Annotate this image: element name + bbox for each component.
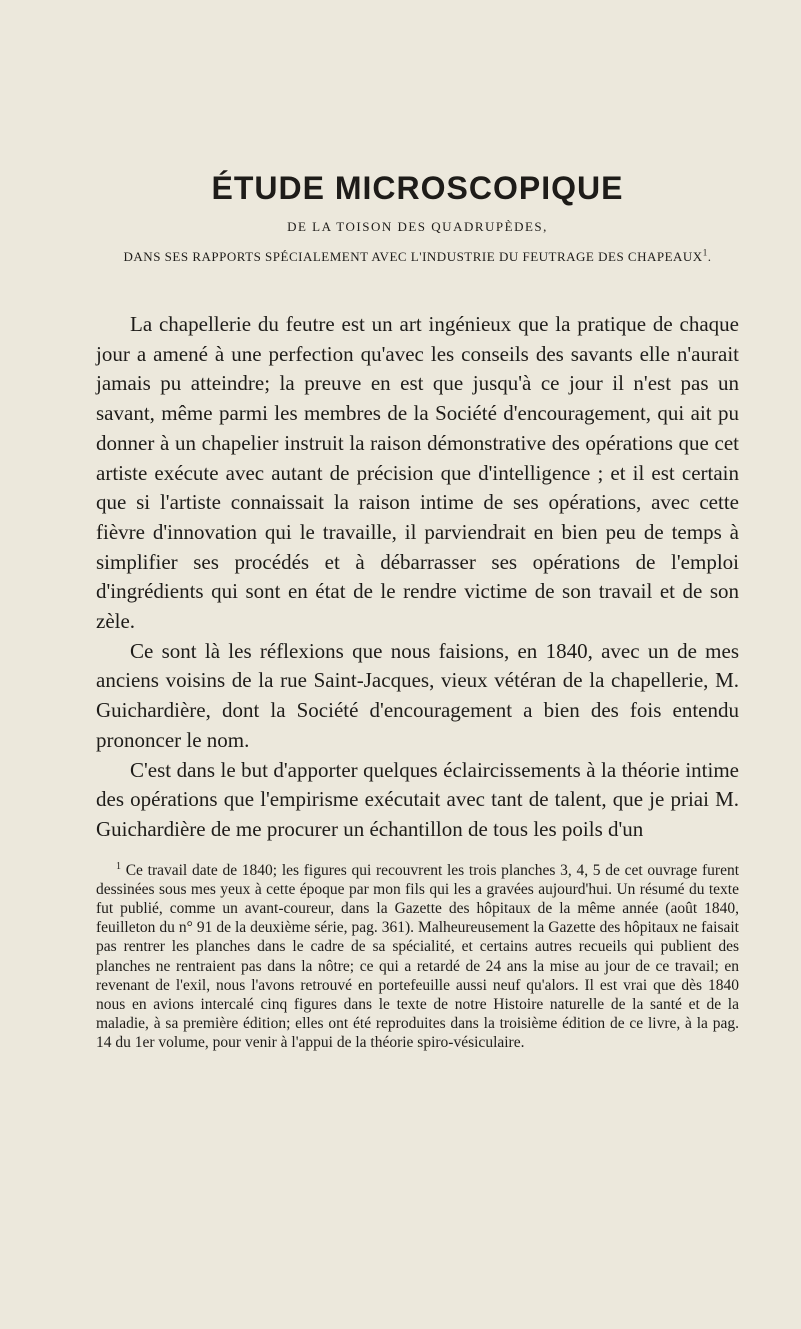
footnote-marker: 1: [116, 860, 121, 872]
chapter-subtitle-line2: DANS SES RAPPORTS SPÉCIALEMENT AVEC L'INDUSTRIE DU FEUTRAGE DES CHAPEAUX$^1$.: [123, 247, 712, 264]
body-text: [96, 310, 739, 845]
paragraph-2: Ce sont là les réflexions que nous faisions, en 1840, avec un de mes anciens voisins de la rue Saint-Jacques, vieux vétéran de la chapellerie, M. Guichardière, dont la Société d'encouragement a bien des fois entendu prononcer le nom.: [96, 638, 739, 752]
title-footnote-marker: 1: [702, 247, 708, 258]
chapter-title: ÉTUDE MICROSCOPIQUE: [211, 170, 624, 206]
paragraph-1: La chapellerie du feutre est un art ingénieux que la pratique de chaque jour a amené à une perfection qu'avec les conseils des savants elle n'aurait jamais pu atteindre; la preuve en est que jusqu'à ce jour il n'est pas un savant, même parmi les membres de la Société d'encouragement, qui ait pu donner à un chapelier instruit la raison démonstrative des opérations que cet artiste exécute avec autant de précision que d'intelligence ; et il est certain que si l'artiste connaissait la raison intime de ses opérations, avec cette fièvre d'innovation qui le travaille, il parviendrait en bien peu de temps à simplifier ses procédés et à débarrasser ses opérations de l'emploi d'ingrédients qui sont en état de le rendre victime de son travail et de son zèle.: [96, 312, 739, 634]
footnote-text: Ce travail date de 1840; les figures qui recouvrent les trois planches 3, 4, 5 de cet ouvrage furent dessinées sous mes yeux à cette époque par mon fils qui les a gravées aujourd'hui. Un résumé du texte fut publié, comme un avant-coureur, dans la Gazette des hôpitaux de la même année (août 1840, feuilleton du n° 91 de la deuxième série, pag. 361). Malheureusement la Gazette des hôpitaux ne faisait pas rentrer les planches dans le cadre de sa spécialité, et certains autres recueils qui publient des planches ne rentraient pas dans la nôtre; ce qui a retardé de 24 ans la mise au jour de ce travail; en revenant de l'exil, nous l'avons retrouvé en portefeuille aussi neuf qu'alors. Il est vrai que dès 1840 nous en avions intercalé cinq figures dans le texte de notre Histoire naturelle de la santé et de la maladie, à sa première édition; elles ont été reproduites dans la troisième édition de ce livre, à la pag. 14 du 1er volume, pour venir à l'appui de la théorie spiro-vésiculaire.: [96, 861, 739, 1052]
chapter-subtitle-line1: DE LA TOISON DES QUADRUPÈDES,: [287, 219, 548, 234]
footnote: [96, 861, 739, 1053]
footnote-paragraph: [96, 861, 739, 1053]
paragraph-3: C'est dans le but d'apporter quelques éclaircissements à la théorie intime des opérations que l'empirisme exécutait avec tant de talent, que je priai M. Guichardière de me procurer un échantillon de tous les poils d'un: [96, 757, 739, 841]
chapter-subtitle-line2-text: DANS SES RAPPORTS SPÉCIALEMENT AVEC L'INDUSTRIE DU FEUTRAGE DES CHAPEAUX: [123, 249, 703, 264]
